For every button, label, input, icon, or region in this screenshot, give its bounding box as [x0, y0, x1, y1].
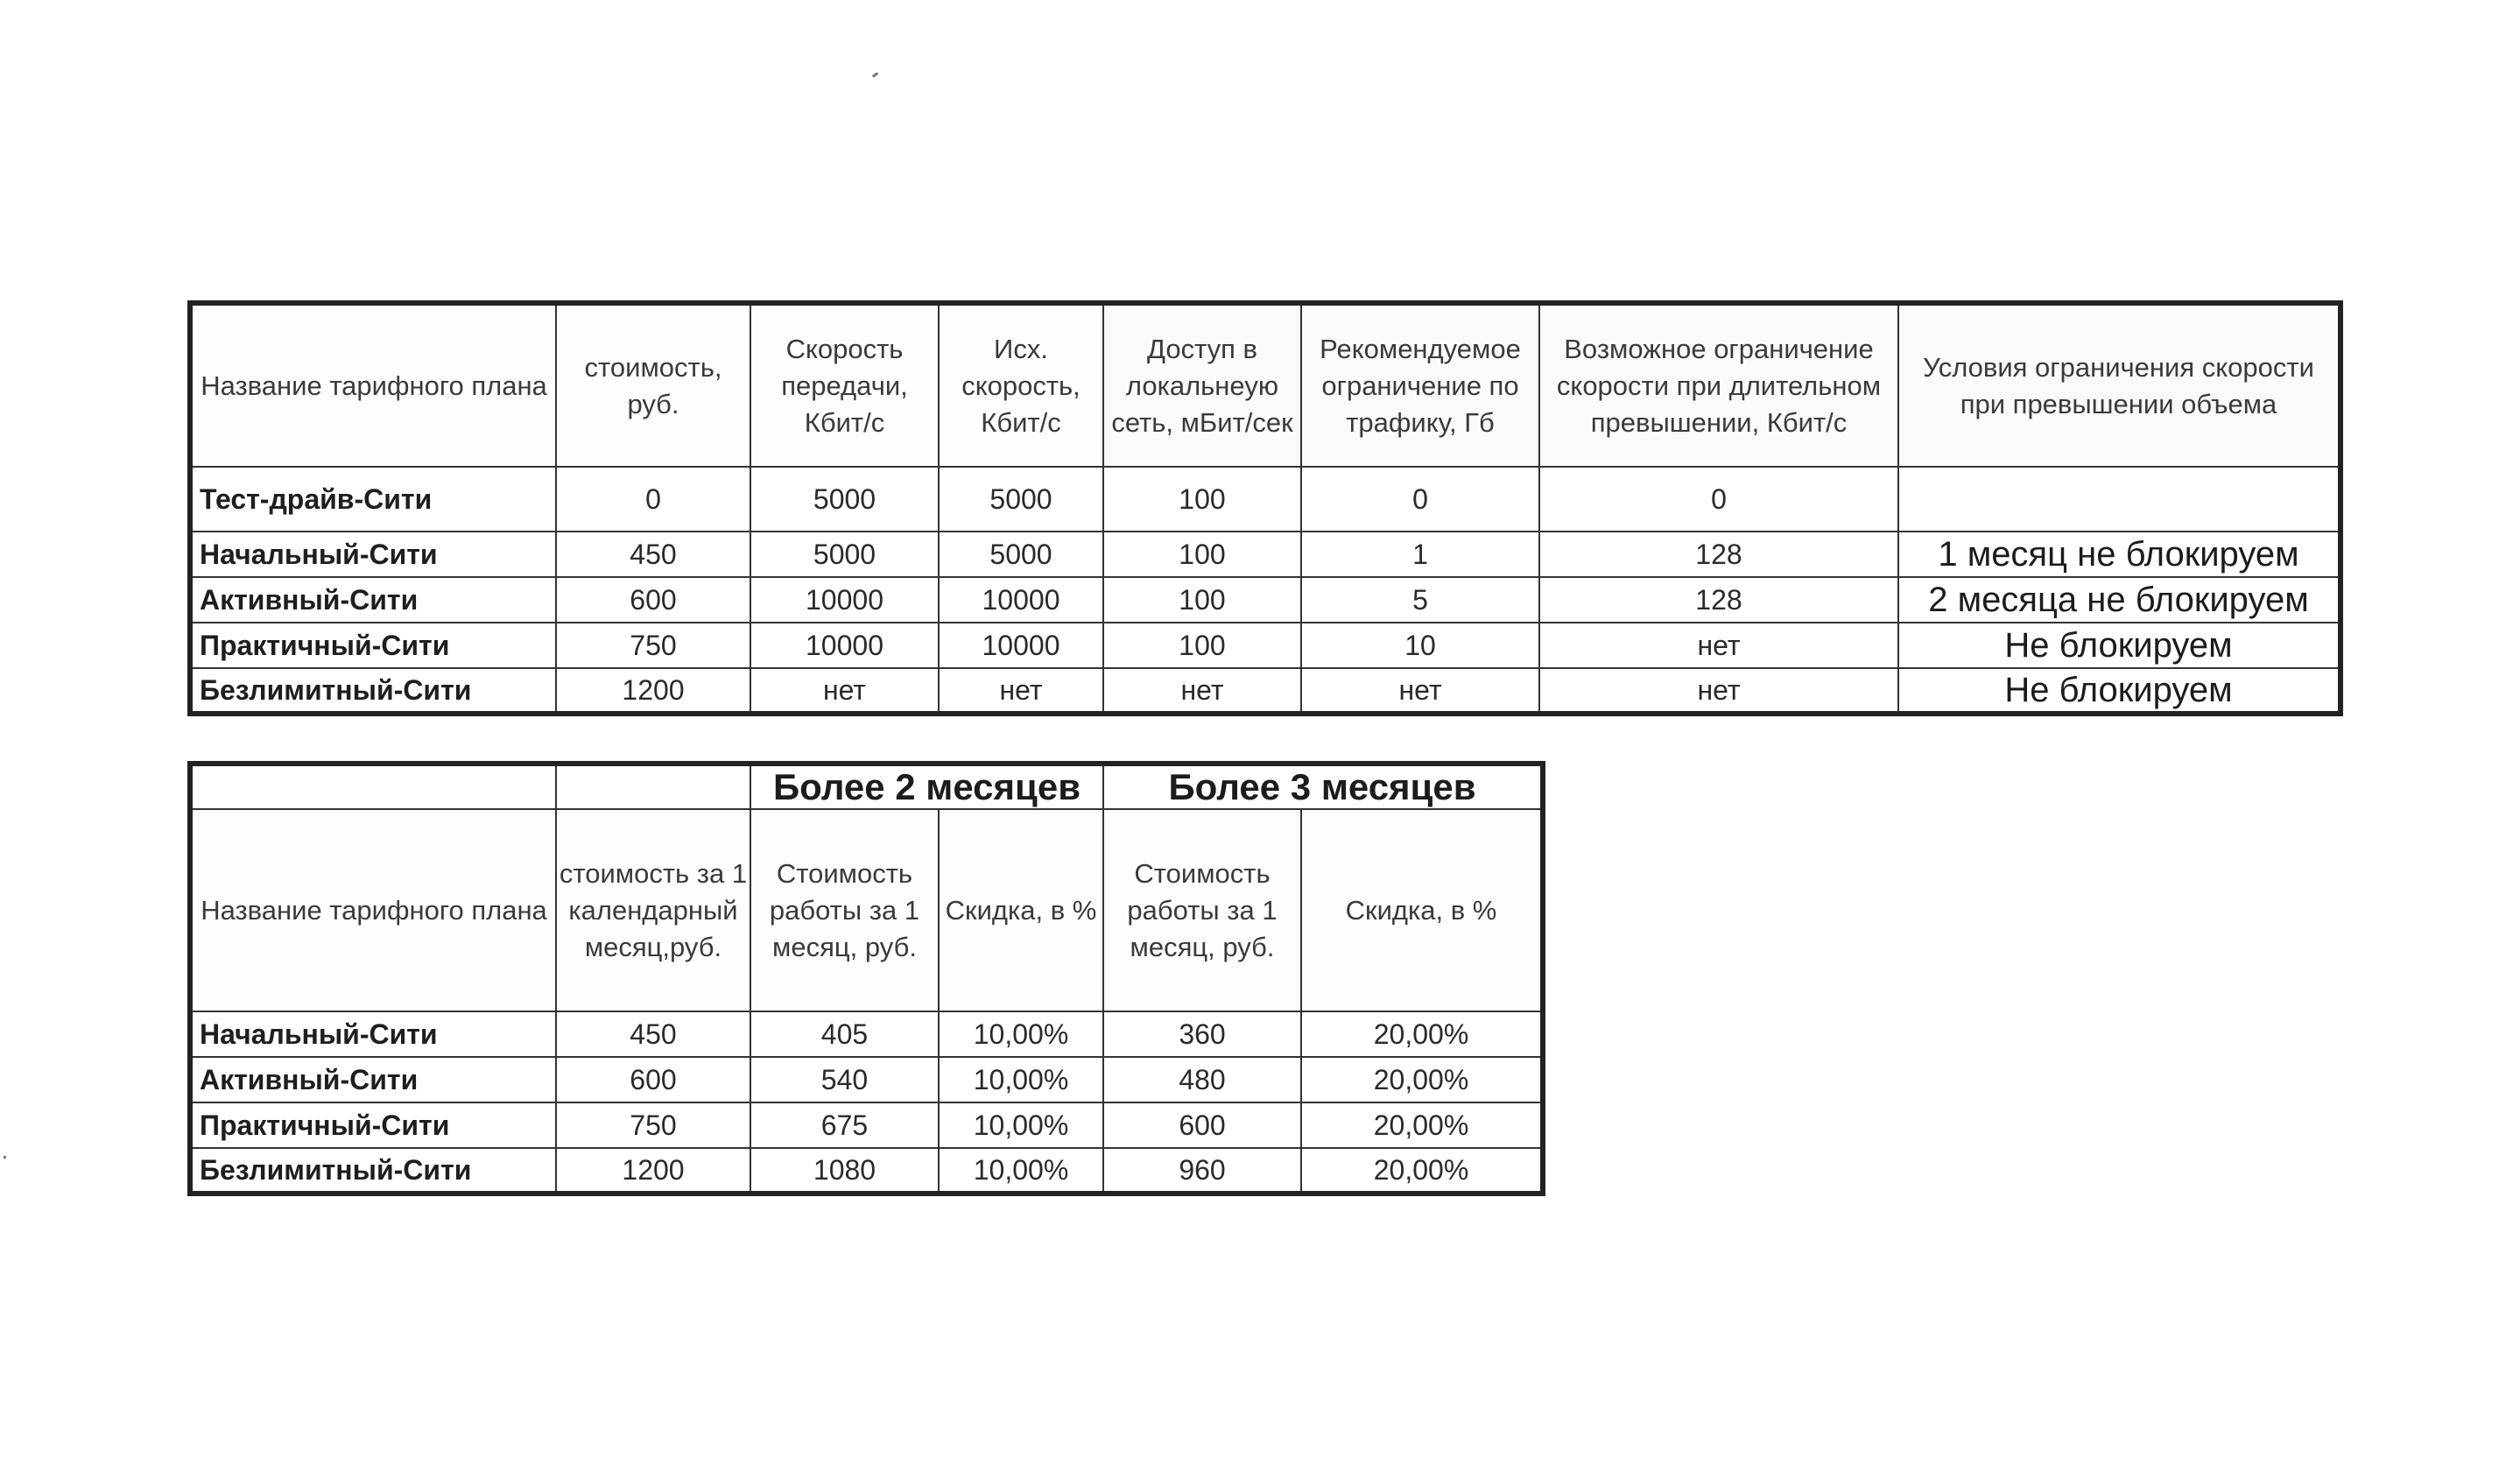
group-header-3-months: Более 3 месяцев [1103, 764, 1543, 809]
table-row [190, 532, 2341, 577]
cost-3-months: 600 [1103, 1102, 1301, 1148]
plan-name: Активный-Сити [190, 1057, 556, 1102]
plan-name: Начальный-Сити [190, 1011, 556, 1057]
upload-speed: 10000 [939, 577, 1103, 623]
table-row [190, 623, 2341, 668]
limit-conditions: 2 месяца не блокируем [1898, 577, 2341, 623]
table-row [190, 1148, 1543, 1194]
limit-conditions: Не блокируем [1898, 623, 2341, 668]
plan-name: Безлимитный-Сити [190, 1148, 556, 1194]
group-header-2-months: Более 2 месяцев [750, 764, 1103, 809]
cost-2-months: 540 [750, 1057, 939, 1102]
header-upload-speed: Исх. скорость, Кбит/с [939, 303, 1103, 467]
download-speed: нет [750, 668, 939, 714]
local-network: 100 [1103, 467, 1301, 532]
monthly-cost: 450 [556, 1011, 750, 1057]
local-network: 100 [1103, 532, 1301, 577]
upload-speed: 10000 [939, 623, 1103, 668]
header-cost: стоимость, руб. [556, 303, 750, 467]
cost-3-months: 960 [1103, 1148, 1301, 1194]
monthly-cost: 600 [556, 1057, 750, 1102]
cost-2-months: 405 [750, 1011, 939, 1057]
group-header-row [190, 764, 1543, 809]
plan-name: Активный-Сити [190, 577, 556, 623]
header-traffic-limit: Рекомендуемое ограничение по трафику, Гб [1301, 303, 1539, 467]
speed-limit: 128 [1539, 532, 1898, 577]
header-cost-2-months: Стоимость работы за 1 месяц, руб. [750, 809, 939, 1011]
cost: 600 [556, 577, 750, 623]
table-row [190, 1102, 1543, 1148]
discount-3-months: 20,00% [1301, 1102, 1543, 1148]
traffic-limit: 10 [1301, 623, 1539, 668]
traffic-limit: 5 [1301, 577, 1539, 623]
header-plan-name: Название тарифного плана [190, 303, 556, 467]
download-speed: 10000 [750, 623, 939, 668]
cost: 750 [556, 623, 750, 668]
local-network: 100 [1103, 623, 1301, 668]
header-local-network: Доступ в локальнеую сеть, мБит/сек [1103, 303, 1301, 467]
scan-speck [872, 72, 878, 77]
download-speed: 5000 [750, 532, 939, 577]
table-row [190, 668, 2341, 714]
discount-table [187, 761, 1545, 1196]
header-limit-conditions: Условия ограничения скорости при превышении объема [1898, 303, 2341, 467]
table-row [190, 1057, 1543, 1102]
local-network: 100 [1103, 577, 1301, 623]
download-speed: 10000 [750, 577, 939, 623]
header-download-speed: Скорость передачи, Кбит/с [750, 303, 939, 467]
speed-limit: нет [1539, 623, 1898, 668]
empty-cell [190, 764, 556, 809]
limit-conditions: 1 месяц не блокируем [1898, 532, 2341, 577]
cost-2-months: 1080 [750, 1148, 939, 1194]
empty-cell [556, 764, 750, 809]
tariff-plans-table [187, 300, 2343, 716]
speed-limit: 128 [1539, 577, 1898, 623]
download-speed: 5000 [750, 467, 939, 532]
header-discount-3-months: Скидка, в % [1301, 809, 1543, 1011]
table-row [190, 577, 2341, 623]
discount-3-months: 20,00% [1301, 1011, 1543, 1057]
plan-name: Тест-драйв-Сити [190, 467, 556, 532]
header-monthly-cost: стоимость за 1 календарный месяц,руб. [556, 809, 750, 1011]
local-network: нет [1103, 668, 1301, 714]
header-discount-2-months: Скидка, в % [939, 809, 1103, 1011]
monthly-cost: 750 [556, 1102, 750, 1148]
cost: 0 [556, 467, 750, 532]
cost-2-months: 675 [750, 1102, 939, 1148]
discount-2-months: 10,00% [939, 1057, 1103, 1102]
plan-name: Практичный-Сити [190, 623, 556, 668]
table-row [190, 1011, 1543, 1057]
upload-speed: 5000 [939, 532, 1103, 577]
cost-3-months: 360 [1103, 1011, 1301, 1057]
plan-name: Начальный-Сити [190, 532, 556, 577]
traffic-limit: 1 [1301, 532, 1539, 577]
cost-3-months: 480 [1103, 1057, 1301, 1102]
discount-2-months: 10,00% [939, 1102, 1103, 1148]
limit-conditions: Не блокируем [1898, 668, 2341, 714]
header-cost-3-months: Стоимость работы за 1 месяц, руб. [1103, 809, 1301, 1011]
limit-conditions [1898, 467, 2341, 532]
scan-speck [4, 1156, 6, 1159]
speed-limit: нет [1539, 668, 1898, 714]
cost: 1200 [556, 668, 750, 714]
table-row [190, 467, 2341, 532]
discount-2-months: 10,00% [939, 1148, 1103, 1194]
monthly-cost: 1200 [556, 1148, 750, 1194]
header-speed-limit: Возможное ограничение скорости при длительном превышении, Кбит/с [1539, 303, 1898, 467]
plan-name: Практичный-Сити [190, 1102, 556, 1148]
header-plan-name: Название тарифного плана [190, 809, 556, 1011]
plan-name: Безлимитный-Сити [190, 668, 556, 714]
discount-2-months: 10,00% [939, 1011, 1103, 1057]
cost: 450 [556, 532, 750, 577]
traffic-limit: 0 [1301, 467, 1539, 532]
upload-speed: нет [939, 668, 1103, 714]
speed-limit: 0 [1539, 467, 1898, 532]
discount-3-months: 20,00% [1301, 1148, 1543, 1194]
upload-speed: 5000 [939, 467, 1103, 532]
traffic-limit: нет [1301, 668, 1539, 714]
discount-3-months: 20,00% [1301, 1057, 1543, 1102]
